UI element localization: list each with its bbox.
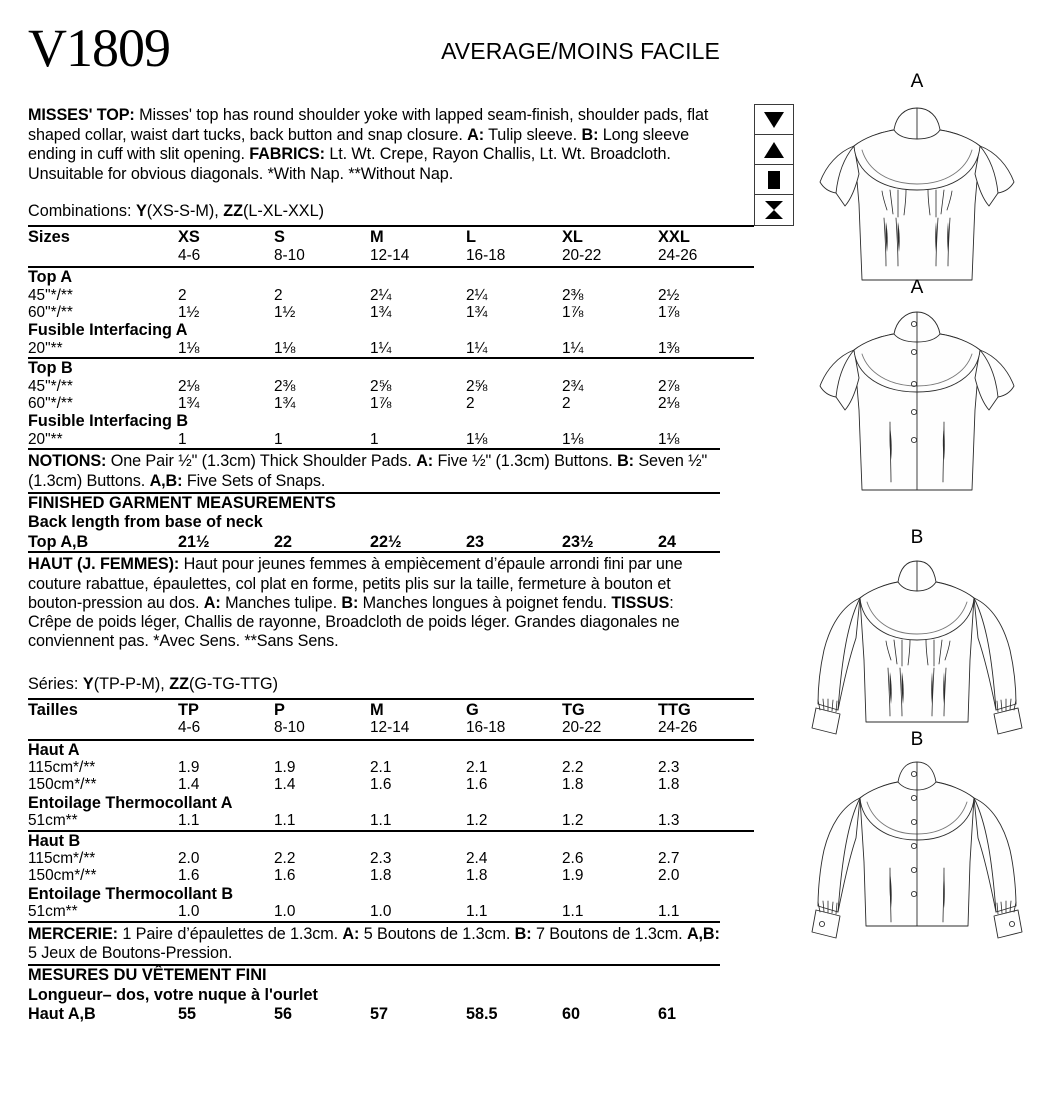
size-code-header: TTG bbox=[658, 699, 754, 719]
row-label: 115cm*/** bbox=[28, 849, 96, 867]
table-group-title: Entoilage Thermocollant A bbox=[28, 793, 233, 812]
yardage-value: 2¾ bbox=[562, 377, 584, 395]
size-number-header: 8-10 bbox=[274, 719, 305, 737]
yardage-value: 1⅞ bbox=[562, 304, 584, 321]
yardage-value: 1.6 bbox=[274, 867, 296, 885]
size-code-header: L bbox=[466, 226, 562, 246]
yardage-value: 2⅝ bbox=[466, 377, 488, 395]
measurement-value: 23 bbox=[466, 532, 485, 551]
size-number-header: 24-26 bbox=[658, 246, 698, 264]
triangle-down-icon bbox=[755, 105, 793, 135]
yardage-value: 1.6 bbox=[178, 867, 200, 885]
yardage-value: 1.8 bbox=[658, 776, 680, 794]
yardage-value: 1 bbox=[274, 430, 283, 448]
symbol-legend-box bbox=[754, 104, 794, 226]
measurement-value: 60 bbox=[562, 1005, 581, 1024]
yardage-value: 2.2 bbox=[274, 849, 296, 867]
measurement-value: 55 bbox=[178, 1005, 197, 1024]
size-code-header: M bbox=[370, 226, 466, 246]
yardage-value: 1¾ bbox=[178, 395, 200, 413]
measurement-value: 24 bbox=[658, 532, 677, 551]
yardage-value: 1¼ bbox=[466, 339, 488, 357]
table-header-row bbox=[28, 226, 754, 246]
english-finished-title: FINISHED GARMENT MEASUREMENTS bbox=[28, 493, 336, 512]
yardage-value: 1.1 bbox=[178, 812, 200, 830]
yardage-value: 1⅜ bbox=[658, 339, 680, 357]
yardage-value: 2.1 bbox=[466, 758, 488, 776]
yardage-value: 2 bbox=[562, 395, 571, 413]
table-group-title: Haut A bbox=[28, 740, 754, 759]
yardage-value: 1.0 bbox=[274, 903, 296, 921]
row-label: Haut A,B bbox=[28, 1005, 96, 1024]
triangle-up-icon bbox=[755, 135, 793, 165]
yardage-value: 2¼ bbox=[370, 286, 392, 304]
size-number-header: 20-22 bbox=[562, 719, 602, 737]
yardage-value: 2⅞ bbox=[658, 377, 680, 395]
table-group-title: Entoilage Thermocollant B bbox=[28, 884, 234, 903]
yardage-value: 1⅛ bbox=[466, 430, 488, 448]
measurement-value: 23½ bbox=[562, 532, 594, 551]
table-group-row bbox=[28, 794, 754, 812]
size-code-header: XS bbox=[178, 226, 274, 246]
size-number-header: 16-18 bbox=[466, 246, 506, 264]
yardage-value: 1⅛ bbox=[658, 430, 680, 448]
finished-measurement-row bbox=[28, 1005, 754, 1023]
measurement-value: 21½ bbox=[178, 532, 210, 551]
yardage-value: 1.3 bbox=[658, 812, 680, 830]
yardage-value: 2 bbox=[178, 286, 187, 304]
table-group-title: Top B bbox=[28, 358, 754, 377]
table-group-row bbox=[28, 831, 754, 850]
yardage-value: 2.3 bbox=[370, 849, 392, 867]
size-number-header: 20-22 bbox=[562, 246, 602, 264]
yardage-value: 1.9 bbox=[562, 867, 584, 885]
yardage-value: 1.1 bbox=[658, 903, 680, 921]
english-finished-body bbox=[28, 533, 754, 551]
yardage-value: 1.6 bbox=[466, 776, 488, 794]
size-number-header: 4-6 bbox=[178, 719, 201, 737]
english-finished-table bbox=[28, 533, 754, 551]
size-code-header: P bbox=[274, 699, 370, 719]
table-row bbox=[28, 304, 754, 321]
table-row bbox=[28, 395, 754, 412]
measurement-value: 22 bbox=[274, 532, 293, 551]
yardage-value: 2 bbox=[274, 286, 283, 304]
yardage-value: 1 bbox=[178, 430, 187, 448]
yardage-value: 2.4 bbox=[466, 849, 488, 867]
yardage-value: 1½ bbox=[274, 304, 296, 321]
table-row bbox=[28, 776, 754, 793]
yardage-value: 1¼ bbox=[370, 339, 392, 357]
view-b-front bbox=[794, 528, 1040, 755]
table-row bbox=[28, 903, 754, 920]
table-row bbox=[28, 759, 754, 776]
size-number-header: 12-14 bbox=[370, 246, 410, 264]
row-label: 60"*/** bbox=[28, 395, 73, 413]
row-label: 115cm*/** bbox=[28, 758, 96, 776]
table-group-row bbox=[28, 321, 754, 339]
table-group-row bbox=[28, 885, 754, 903]
table-group-title: Haut B bbox=[28, 831, 754, 850]
view-a-front-label: A bbox=[910, 71, 924, 92]
yardage-value: 2.7 bbox=[658, 849, 680, 867]
english-description: MISSES' TOP: Misses' top has round shoulder yoke with lapped seam-finish, shoulder pads, flat shaped collar, waist dart tucks, back button and snap closure. A: Tulip sleeve. B: Long sleeve ending in cuff with slit opening. FABRICS: Lt. Wt. Crepe, Rayon Challis, Lt. Wt. Broadcloth. Unsuitable for obvious diagonals. *With Nap. **Without Nap. bbox=[28, 106, 709, 183]
size-code-header: XXL bbox=[658, 226, 754, 246]
row-label: 20"** bbox=[28, 339, 63, 357]
pattern-number: V1809 bbox=[28, 18, 170, 78]
yardage-value: 2.2 bbox=[562, 758, 584, 776]
spacer-cell bbox=[28, 719, 178, 739]
table-group-row bbox=[28, 740, 754, 759]
french-finished-body bbox=[28, 1005, 754, 1023]
table-group-row bbox=[28, 358, 754, 377]
size-number-header: 16-18 bbox=[466, 719, 506, 737]
text-column bbox=[28, 18, 720, 1024]
yardage-value: 2.0 bbox=[658, 867, 680, 885]
view-a-front-illustration bbox=[802, 94, 1032, 294]
row-label: 45"*/** bbox=[28, 377, 73, 395]
yardage-value: 1.1 bbox=[466, 903, 488, 921]
measurement-value: 57 bbox=[370, 1005, 389, 1024]
view-a-back-illustration bbox=[802, 300, 1032, 505]
yardage-value: 2.6 bbox=[562, 849, 584, 867]
yardage-value: 1⅛ bbox=[274, 339, 296, 357]
table-group-title: Top A bbox=[28, 267, 754, 286]
illustration-column bbox=[740, 0, 1040, 1096]
yardage-value: 1⅛ bbox=[178, 339, 200, 357]
view-a-back bbox=[802, 278, 1032, 505]
yardage-value: 2⅛ bbox=[658, 395, 680, 413]
size-number-header: 8-10 bbox=[274, 246, 305, 264]
french-combinations: Séries: Y(TP-P-M), ZZ(G-TG-TTG) bbox=[28, 674, 279, 693]
table-row bbox=[28, 431, 754, 448]
english-size-table bbox=[28, 225, 754, 448]
table-row bbox=[28, 378, 754, 395]
row-label: 45"*/** bbox=[28, 286, 73, 304]
measurement-value: 58.5 bbox=[466, 1005, 498, 1024]
french-finished-subtitle: Longueur– dos, votre nuque à l'ourlet bbox=[28, 985, 318, 1004]
yardage-value: 2⅛ bbox=[178, 377, 200, 395]
row-label: Top A,B bbox=[28, 532, 89, 551]
table-row bbox=[28, 850, 754, 867]
yardage-value: 1.8 bbox=[562, 776, 584, 794]
rectangle-icon bbox=[755, 165, 793, 195]
measurement-value: 22½ bbox=[370, 532, 402, 551]
yardage-value: 1.8 bbox=[466, 867, 488, 885]
size-code-header: M bbox=[370, 699, 466, 719]
table-subheader-row bbox=[28, 247, 754, 267]
yardage-value: 1.9 bbox=[178, 758, 200, 776]
english-combinations: Combinations: Y(XS-S-M), ZZ(L-XL-XXL) bbox=[28, 202, 324, 221]
yardage-value: 2⅜ bbox=[562, 286, 584, 304]
size-number-header: 12-14 bbox=[370, 719, 410, 737]
view-b-back-illustration bbox=[794, 752, 1040, 962]
view-a-back-label: A bbox=[910, 277, 924, 298]
row-label: 51cm** bbox=[28, 812, 78, 830]
size-code-header: G bbox=[466, 699, 562, 719]
yardage-value: 1.1 bbox=[274, 812, 296, 830]
yardage-value: 2¼ bbox=[466, 286, 488, 304]
yardage-value: 2⅜ bbox=[274, 377, 296, 395]
french-table-body bbox=[28, 699, 754, 921]
table-header-row bbox=[28, 699, 754, 719]
table-row bbox=[28, 812, 754, 830]
view-b-front-illustration bbox=[794, 550, 1040, 755]
yardage-value: 1¾ bbox=[370, 304, 392, 321]
yardage-value: 1.9 bbox=[274, 758, 296, 776]
yardage-value: 1⅞ bbox=[658, 304, 680, 321]
table-row bbox=[28, 287, 754, 304]
spacer-cell bbox=[28, 247, 178, 267]
measurement-value: 56 bbox=[274, 1005, 293, 1024]
view-b-back-label: B bbox=[910, 729, 924, 750]
yardage-value: 2.3 bbox=[658, 758, 680, 776]
english-notions: NOTIONS: One Pair ½" (1.3cm) Thick Shoulder Pads. A: Five ½" (1.3cm) Buttons. B: Seven ½" (1.3cm) Buttons. A,B: Five Sets of Snaps. bbox=[28, 452, 708, 490]
yardage-value: 1 bbox=[370, 430, 379, 448]
row-label: 60"*/** bbox=[28, 304, 73, 321]
row-label: 150cm*/** bbox=[28, 776, 97, 794]
difficulty-label: AVERAGE/MOINS FACILE bbox=[441, 38, 720, 64]
finished-measurement-row bbox=[28, 533, 754, 551]
table-header-label: Tailles bbox=[28, 699, 178, 719]
view-b-back bbox=[794, 730, 1040, 962]
row-label: 150cm*/** bbox=[28, 867, 97, 885]
header bbox=[28, 18, 720, 80]
row-label: 20"** bbox=[28, 430, 63, 448]
yardage-value: 1.4 bbox=[274, 776, 296, 794]
size-code-header: XL bbox=[562, 226, 658, 246]
size-code-header: TG bbox=[562, 699, 658, 719]
table-group-row bbox=[28, 412, 754, 430]
table-group-row bbox=[28, 267, 754, 286]
yardage-value: 2⅝ bbox=[370, 377, 392, 395]
french-finished-table bbox=[28, 1005, 754, 1023]
table-subheader-row bbox=[28, 719, 754, 739]
yardage-value: 1⅛ bbox=[562, 430, 584, 448]
yardage-value: 1⅞ bbox=[370, 395, 392, 413]
yardage-value: 1.4 bbox=[178, 776, 200, 794]
row-label: 51cm** bbox=[28, 903, 78, 921]
table-group-title: Fusible Interfacing B bbox=[28, 412, 189, 431]
view-b-front-label: B bbox=[910, 527, 924, 548]
yardage-value: 1¾ bbox=[274, 395, 296, 413]
yardage-value: 1.6 bbox=[370, 776, 392, 794]
table-group-title: Fusible Interfacing A bbox=[28, 321, 188, 340]
yardage-value: 1½ bbox=[178, 304, 200, 321]
yardage-value: 1.0 bbox=[370, 903, 392, 921]
size-number-header: 4-6 bbox=[178, 246, 201, 264]
size-code-header: TP bbox=[178, 699, 274, 719]
english-table-body bbox=[28, 226, 754, 448]
hourglass-icon bbox=[755, 195, 793, 225]
yardage-value: 2 bbox=[466, 395, 475, 413]
yardage-value: 1¼ bbox=[562, 339, 584, 357]
yardage-value: 2.0 bbox=[178, 849, 200, 867]
english-finished-subtitle: Back length from base of neck bbox=[28, 513, 263, 532]
table-row bbox=[28, 867, 754, 884]
table-row bbox=[28, 340, 754, 358]
size-number-header: 24-26 bbox=[658, 719, 698, 737]
yardage-value: 1.1 bbox=[370, 812, 392, 830]
size-code-header: S bbox=[274, 226, 370, 246]
yardage-value: 2.1 bbox=[370, 758, 392, 776]
yardage-value: 1.2 bbox=[562, 812, 584, 830]
yardage-value: 1.1 bbox=[562, 903, 584, 921]
french-notions: MERCERIE: 1 Paire d’épaulettes de 1.3cm. A: 5 Boutons de 1.3cm. B: 7 Boutons de 1.3cm. A,B: 5 Jeux de Boutons-Pression. bbox=[28, 924, 720, 962]
yardage-value: 1¾ bbox=[466, 304, 488, 321]
table-header-label: Sizes bbox=[28, 226, 178, 246]
yardage-value: 1.8 bbox=[370, 867, 392, 885]
french-size-table bbox=[28, 698, 754, 921]
yardage-value: 2½ bbox=[658, 286, 680, 304]
measurement-value: 61 bbox=[658, 1005, 677, 1024]
yardage-value: 1.2 bbox=[466, 812, 488, 830]
french-description: HAUT (J. FEMMES): Haut pour jeunes femmes à empiècement d’épaule arrondi fini par une couture rabattue, épaulettes, col plat en forme, petits plis sur la taille, fermeture à bouton et bouton-pression au dos. A: Manches tulipe. B: Manches longues à poignet fendu. TISSUS: Crêpe de poids léger, Challis de rayonne, Broadcloth de poids léger. Grandes diagonales ne conviennent pas. *Avec Sens. **Sans Sens. bbox=[28, 555, 683, 651]
french-finished-title: MESURES DU VÊTEMENT FINI bbox=[28, 966, 267, 985]
view-a-front bbox=[802, 72, 1032, 294]
yardage-value: 1.0 bbox=[178, 903, 200, 921]
